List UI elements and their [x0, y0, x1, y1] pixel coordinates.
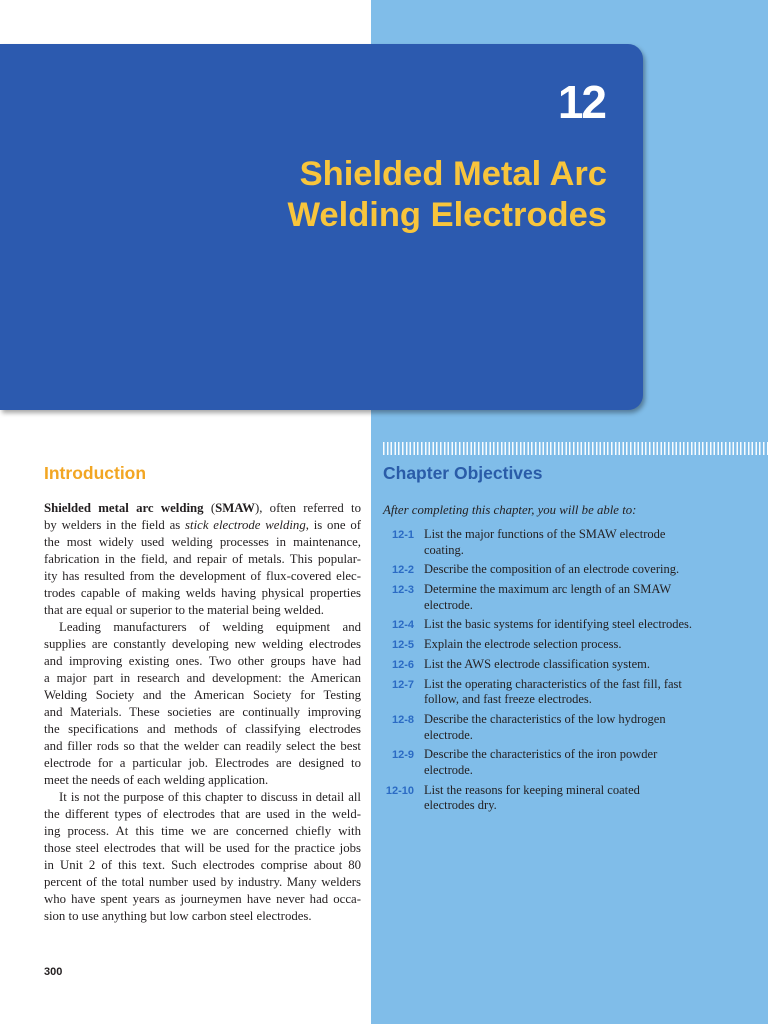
introduction-paragraph [44, 789, 361, 925]
paragraph-line: in Unit 2 of this text. Such electrodes comprise about 80 [44, 858, 361, 872]
objective-text [424, 747, 753, 778]
objective-line: electrode. [424, 762, 473, 777]
objective-line: electrode. [424, 597, 473, 612]
objective-number: 12-7 [391, 678, 414, 691]
bold-term: Shielded metal arc welding [44, 501, 204, 515]
paragraph-line: and filler rods so that the welder can readily select the best [44, 739, 361, 753]
text-run: by welders in the field as [44, 518, 186, 532]
objective-line: Explain the electrode selection process. [424, 637, 622, 652]
objective-line: follow, and fast freeze electrodes. [424, 692, 592, 707]
objective-item [383, 783, 753, 814]
objective-line: coating. [424, 542, 464, 557]
paragraph-line: the most widely used welding processes in maintenance, [44, 535, 361, 549]
objective-line: Describe the characteristics of the iron powder [424, 747, 658, 762]
paragraph-line: ity has resulted from the development of flux-covered elec- [44, 569, 361, 583]
objective-text [424, 677, 753, 708]
chapter-title [287, 154, 607, 236]
paragraph-line: and improving existing ones. Two other groups have had [44, 654, 361, 668]
objective-line: electrodes dry. [424, 798, 497, 813]
objective-item [383, 657, 753, 673]
objective-number: 12-9 [391, 749, 414, 762]
objective-number: 12-6 [391, 658, 414, 671]
page-number: 300 [44, 966, 63, 978]
objective-line: List the AWS electrode classification system. [424, 656, 651, 671]
objective-number: 12-5 [391, 639, 414, 652]
objective-number: 12-2 [391, 564, 414, 577]
objectives-lead-text: After completing this chapter, you will be able to: [383, 503, 637, 517]
paragraph-line: supplies are constantly developing new welding electrodes [44, 637, 361, 651]
paragraph-line: trodes capable of making welds having physical properties [44, 586, 361, 600]
chapter-banner [0, 44, 643, 410]
paragraph-line: percent of the total number used by industry. Many welders [44, 875, 361, 889]
paragraph-line: Leading manufacturers of welding equipment and [59, 620, 361, 634]
objective-text [424, 783, 753, 814]
objective-item [383, 582, 753, 613]
objective-line: Determine the maximum arc length of an SMAW [424, 582, 672, 597]
objective-item [383, 527, 753, 558]
objective-item [383, 677, 753, 708]
text-run: ), often referred to [254, 501, 361, 515]
introduction-paragraph [44, 500, 361, 619]
paragraph-line [44, 500, 361, 517]
paragraph-line: the specifications and methods of classifying electrodes [44, 722, 361, 736]
objective-item [383, 712, 753, 743]
objective-line: List the basic systems for identifying steel electrodes. [424, 617, 692, 632]
paragraph-line: those steel electrodes that will be used for the practice jobs [44, 841, 361, 855]
paragraph-line: Welding Society and the American Society for Testing [44, 688, 361, 702]
introduction-body [44, 500, 361, 925]
paragraph-line: the different types of electrodes that are used in the weld- [44, 807, 361, 821]
objective-line: List the operating characteristics of the fast fill, fast [424, 676, 682, 691]
objectives-heading: Chapter Objectives [383, 463, 543, 483]
objective-line: List the major functions of the SMAW electrode [424, 527, 666, 541]
objectives-list [383, 527, 753, 818]
chapter-title-line: Shielded Metal Arc [299, 155, 607, 193]
objective-line: electrode. [424, 727, 473, 742]
paragraph-line: sion to use anything but low carbon steel electrodes. [44, 909, 312, 923]
objective-item [383, 747, 753, 778]
objective-text [424, 712, 753, 743]
objective-text [424, 562, 753, 578]
chapter-number: 12 [557, 76, 605, 128]
objective-item [383, 617, 753, 633]
objective-text [424, 657, 753, 673]
paragraph-line: that are equal or superior to the material being welded. [44, 603, 325, 617]
objective-text [424, 527, 753, 558]
objective-number: 12-4 [391, 619, 414, 632]
bold-term: SMAW [215, 501, 255, 515]
objective-line: List the reasons for keeping mineral coated [424, 782, 640, 797]
chapter-title-line: Welding Electrodes [287, 196, 607, 234]
objective-number: 12-3 [391, 584, 414, 597]
objective-text [424, 637, 753, 653]
decorative-tick-divider [383, 442, 768, 455]
paragraph-line: a major part in research and development: the American [44, 671, 361, 685]
italic-term: stick electrode welding [185, 518, 306, 532]
objective-line: Describe the composition of an electrode covering. [424, 562, 680, 577]
introduction-heading: Introduction [44, 463, 147, 483]
paragraph-line [44, 517, 361, 534]
paragraph-line: who have spent years as journeymen have never had occa- [44, 892, 361, 906]
introduction-paragraph [44, 619, 361, 789]
text-run: , is one of [305, 518, 361, 532]
objective-item [383, 637, 753, 653]
paragraph-line: It is not the purpose of this chapter to discuss in detail all [59, 790, 361, 804]
objective-number: 12-1 [391, 529, 414, 541]
objective-text [424, 617, 753, 633]
objective-line: Describe the characteristics of the low hydrogen [424, 712, 666, 727]
text-run: ( [203, 501, 216, 515]
paragraph-line: and Materials. These societies are continually improving [44, 705, 361, 719]
objective-text [424, 582, 753, 613]
paragraph-line: fabrication in the field, and repair of metals. This popular- [44, 552, 361, 566]
paragraph-line: electrode for a particular job. Electrodes are designed to [44, 756, 361, 770]
objective-number: 12-10 [385, 784, 414, 797]
objective-item [383, 562, 753, 578]
paragraph-line: ing process. At this time we are concerned chiefly with [44, 824, 361, 838]
objective-number: 12-8 [391, 714, 414, 727]
paragraph-line: meet the needs of each welding application. [44, 773, 269, 787]
